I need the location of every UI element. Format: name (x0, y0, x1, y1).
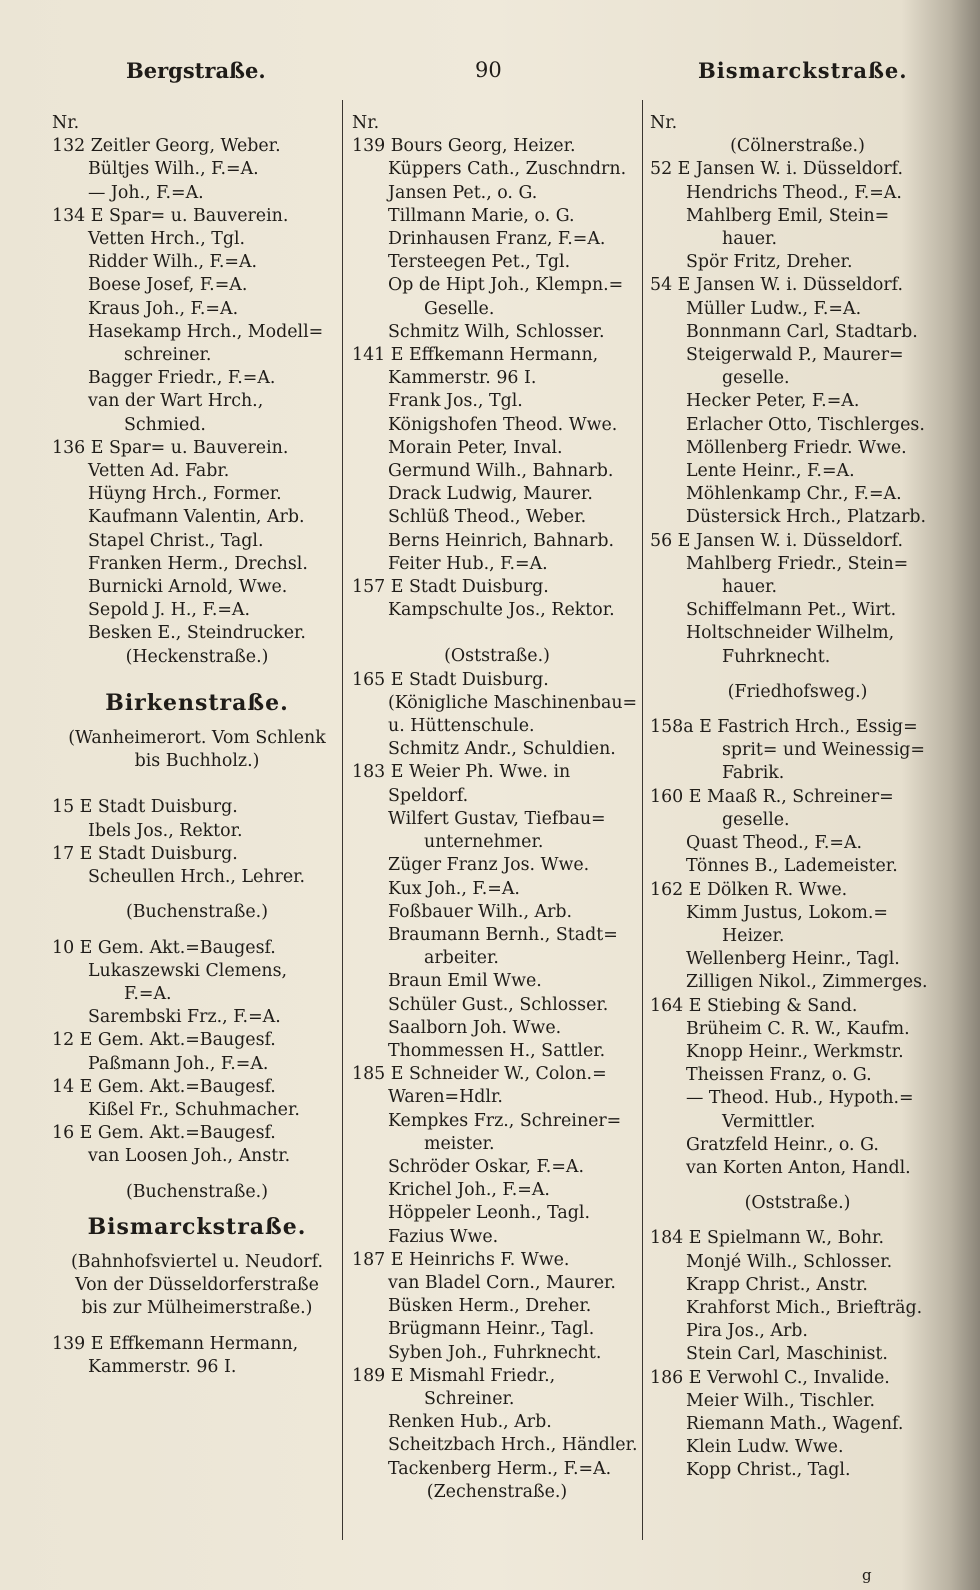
directory-entry: Hasekamp Hrch., Modell= (88, 321, 324, 342)
directory-entry: Tersteegen Pet., Tgl. (388, 252, 571, 273)
directory-entry: Feiter Hub., F.=A. (388, 553, 548, 574)
directory-entry: Vetten Ad. Fabr. (88, 461, 230, 482)
spacer (52, 773, 342, 796)
directory-entry: Sepold J. H., F.=A. (88, 600, 250, 621)
directory-entry: Wellenberg Heinr., Tagl. (686, 949, 900, 970)
directory-entry: Riemann Math., Wagenf. (686, 1413, 904, 1434)
section-note: (Bahnhofsviertel u. Neudorf. (71, 1251, 323, 1272)
directory-entry: Fazius Wwe. (388, 1226, 499, 1247)
directory-entry: Müller Ludw., F.=A. (686, 298, 862, 319)
directory-entry: Schmied. (124, 414, 206, 435)
directory-entry: Schröder Oskar, F.=A. (388, 1156, 584, 1177)
directory-entry: (Königliche Maschinenbau= (388, 692, 638, 713)
page-header (0, 58, 980, 88)
column-1 (52, 112, 342, 1379)
directory-entry: Spör Fritz, Dreher. (686, 252, 853, 273)
spacer (52, 889, 342, 901)
directory-entry: Schmitz Andr., Schuldien. (388, 739, 616, 760)
header-left-street: Bergstraße. (126, 58, 266, 83)
directory-entry: 52 E Jansen W. i. Düsseldorf. (650, 159, 903, 180)
directory-entry: Fabrik. (722, 763, 785, 784)
directory-entry: Lukaszewski Clemens, (88, 960, 288, 981)
directory-entry: Bonnmann Carl, Stadtarb. (686, 321, 918, 342)
directory-entry: Franken Herm., Drechsl. (88, 553, 308, 574)
section-note: (Wanheimerort. Vom Schlenk (68, 728, 326, 749)
directory-entry: van der Wart Hrch., (88, 391, 264, 412)
directory-entry: Düstersick Hrch., Platzarb. (686, 507, 927, 528)
directory-entry: 139 Bours Georg, Heizer. (352, 136, 576, 157)
directory-entry: F.=A. (124, 983, 172, 1004)
section-note: (Friedhofsweg.) (727, 681, 868, 702)
directory-entry: Waren=Hdlr. (388, 1087, 503, 1108)
section-heading: Bismarckstraße. (87, 1213, 307, 1240)
directory-entry: — Joh., F.=A. (88, 182, 204, 203)
directory-entry: Monjé Wilh., Schlosser. (686, 1251, 893, 1272)
directory-entry: Morain Peter, Inval. (388, 437, 563, 458)
directory-entry: Sarembski Frz., F.=A. (88, 1007, 281, 1028)
directory-entry: 184 E Spielmann W., Bohr. (650, 1228, 884, 1249)
directory-entry: Kopp Christ., Tagl. (686, 1460, 851, 1481)
directory-entry: schreiner. (124, 345, 212, 366)
directory-entry: Bagger Friedr., F.=A. (88, 368, 276, 389)
directory-entry: — Theod. Hub., Hypoth.= (686, 1088, 914, 1109)
directory-entry: 56 E Jansen W. i. Düsseldorf. (650, 530, 903, 551)
spacer (650, 669, 945, 681)
directory-entry: Tillmann Marie, o. G. (388, 205, 575, 226)
spacer (52, 1239, 342, 1251)
directory-entry: Mahlberg Friedr., Stein= (686, 553, 909, 574)
spacer (650, 704, 945, 716)
directory-entry: Kempkes Frz., Schreiner= (388, 1110, 622, 1131)
directory-entry: Kißel Fr., Schuhmacher. (88, 1099, 300, 1120)
directory-entry: 15 E Stadt Duisburg. (52, 797, 238, 818)
directory-entry: Stein Carl, Maschinist. (686, 1344, 888, 1365)
directory-entry: 164 E Stiebing & Sand. (650, 995, 858, 1016)
section-note: bis zur Mülheimerstraße.) (81, 1298, 313, 1319)
directory-entry: Kammerstr. 96 I. (88, 1356, 237, 1377)
column-divider-2 (642, 100, 643, 1540)
directory-entry: Jansen Pet., o. G. (388, 182, 538, 203)
section-note: (Oststraße.) (444, 646, 550, 667)
directory-entry: 160 E Maaß R., Schreiner= (650, 786, 894, 807)
spacer (52, 669, 342, 692)
directory-entry: Krahforst Mich., Briefträg. (686, 1297, 923, 1318)
directory-entry: 12 E Gem. Akt.=Baugesf. (52, 1030, 276, 1051)
directory-entry: Stapel Christ., Tagl. (88, 530, 264, 551)
column-2 (352, 112, 642, 1504)
directory-entry: Vermittler. (722, 1111, 816, 1132)
header-right-street: Bismarckstraße. (698, 58, 908, 83)
directory-entry: Kimm Justus, Lokom.= (686, 902, 888, 923)
directory-entry: Vetten Hrch., Tgl. (88, 229, 246, 250)
directory-entry: arbeiter. (424, 948, 499, 969)
directory-entry: Schüler Gust., Schlosser. (388, 994, 609, 1015)
directory-entry: Krapp Christ., Anstr. (686, 1274, 868, 1295)
directory-entry: Hecker Peter, F.=A. (686, 391, 860, 412)
directory-entry: Boese Josef, F.=A. (88, 275, 248, 296)
directory-entry: Op de Hipt Joh., Klempn.= (388, 275, 624, 296)
directory-entry: Krichel Joh., F.=A. (388, 1180, 550, 1201)
directory-entry: Theissen Franz, o. G. (686, 1065, 872, 1086)
directory-entry: Schiffelmann Pet., Wirt. (686, 600, 897, 621)
directory-entry: Frank Jos., Tgl. (388, 391, 523, 412)
directory-entry: 158a E Fastrich Hrch., Essig= (650, 717, 918, 738)
directory-entry: Fuhrknecht. (722, 646, 831, 667)
directory-entry: Kux Joh., F.=A. (388, 878, 520, 899)
directory-entry: 186 E Verwohl C., Invalide. (650, 1367, 890, 1388)
directory-entry: Germund Wilh., Bahnarb. (388, 461, 614, 482)
section-note: (Buchenstraße.) (125, 1181, 268, 1202)
directory-entry: meister. (424, 1133, 495, 1154)
section-note: bis Buchholz.) (134, 751, 260, 772)
column-3 (650, 112, 945, 1483)
directory-entry: Brüheim C. R. W., Kaufm. (686, 1018, 910, 1039)
directory-entry: 162 E Dölken R. Wwe. (650, 879, 848, 900)
spacer (52, 1169, 342, 1181)
directory-entry: Schlüß Theod., Weber. (388, 507, 587, 528)
directory-entry: 165 E Stadt Duisburg. (352, 669, 549, 690)
section-note: (Zechenstraße.) (426, 1481, 568, 1502)
section-note: Von der Düsseldorferstraße (75, 1275, 319, 1296)
directory-entry: Möhlenkamp Chr., F.=A. (686, 484, 902, 505)
directory-entry: Züger Franz Jos. Wwe. (388, 855, 590, 876)
directory-entry: Drinhausen Franz, F.=A. (388, 229, 606, 250)
directory-entry: Holtschneider Wilhelm, (686, 623, 895, 644)
directory-entry: Nr. (52, 113, 80, 133)
column-divider-1 (342, 100, 343, 1540)
directory-entry: 134 E Spar= u. Bauverein. (52, 205, 289, 226)
signature-mark: g (862, 1566, 872, 1584)
directory-entry: geselle. (722, 368, 790, 389)
directory-entry: Brügmann Heinr., Tagl. (388, 1319, 595, 1340)
directory-entry: 141 E Effkemann Hermann, (352, 345, 599, 366)
directory-entry: Geselle. (424, 298, 495, 319)
directory-entry: Kammerstr. 96 I. (388, 368, 537, 389)
directory-entry: 132 Zeitler Georg, Weber. (52, 136, 281, 157)
directory-entry: Knopp Heinr., Werkmstr. (686, 1041, 904, 1062)
directory-entry: Lente Heinr., F.=A. (686, 461, 855, 482)
directory-entry: u. Hüttenschule. (388, 716, 535, 737)
directory-entry: Braun Emil Wwe. (388, 971, 542, 992)
directory-entry: Berns Heinrich, Bahnarb. (388, 530, 615, 551)
directory-entry: Burnicki Arnold, Wwe. (88, 577, 288, 598)
directory-entry: 14 E Gem. Akt.=Baugesf. (52, 1076, 276, 1097)
section-note: (Oststraße.) (744, 1193, 851, 1214)
directory-entry: 10 E Gem. Akt.=Baugesf. (52, 937, 276, 958)
directory-entry: Ibels Jos., Rektor. (88, 820, 243, 841)
directory-entry: Braumann Bernh., Stadt= (388, 924, 618, 945)
directory-entry: Gratzfeld Heinr., o. G. (686, 1134, 879, 1155)
directory-entry: Schreiner. (424, 1388, 515, 1409)
directory-entry: Pira Jos., Arb. (686, 1321, 808, 1342)
directory-entry: Heizer. (722, 925, 785, 946)
directory-entry: Büsken Herm., Dreher. (388, 1296, 592, 1317)
directory-entry: Hüyng Hrch., Former. (88, 484, 282, 505)
directory-entry: Wilfert Gustav, Tiefbau= (388, 808, 606, 829)
directory-entry: Erlacher Otto, Tischlerges. (686, 414, 925, 435)
directory-entry: van Korten Anton, Handl. (686, 1157, 911, 1178)
directory-entry: 136 E Spar= u. Bauverein. (52, 437, 289, 458)
spacer (52, 925, 342, 937)
directory-entry: Bültjes Wilh., F.=A. (88, 159, 259, 180)
section-note: (Buchenstraße.) (125, 902, 268, 923)
section-note: (Cölnerstraße.) (730, 136, 865, 157)
directory-entry: Nr. (352, 113, 380, 133)
directory-entry: 183 E Weier Ph. Wwe. in (352, 762, 571, 783)
spacer (650, 1180, 945, 1192)
directory-entry: Höppeler Leonh., Tagl. (388, 1203, 591, 1224)
directory-entry: 54 E Jansen W. i. Düsseldorf. (650, 275, 903, 296)
directory-entry: Kaufmann Valentin, Arb. (88, 507, 305, 528)
directory-entry: Saalborn Joh. Wwe. (388, 1017, 562, 1038)
directory-entry: Drack Ludwig, Maurer. (388, 484, 593, 505)
directory-entry: Nr. (650, 113, 678, 133)
directory-entry: hauer. (722, 577, 777, 598)
directory-entry: Meier Wilh., Tischler. (686, 1390, 876, 1411)
directory-entry: Foßbauer Wilh., Arb. (388, 901, 573, 922)
directory-entry: Küppers Cath., Zuschndrn. (388, 159, 627, 180)
directory-entry: Königshofen Theod. Wwe. (388, 414, 618, 435)
directory-entry: sprit= und Weinessig= (722, 740, 925, 761)
directory-entry: Schmitz Wilh, Schlosser. (388, 321, 605, 342)
directory-entry: 139 E Effkemann Hermann, (52, 1333, 299, 1354)
directory-entry: 187 E Heinrichs F. Wwe. (352, 1249, 570, 1270)
directory-entry: Tönnes B., Lademeister. (686, 856, 898, 877)
directory-entry: Kampschulte Jos., Rektor. (388, 600, 615, 621)
spacer (52, 1321, 342, 1333)
directory-entry: 16 E Gem. Akt.=Baugesf. (52, 1123, 276, 1144)
directory-entry: Steigerwald P., Maurer= (686, 345, 904, 366)
directory-entry: 17 E Stadt Duisburg. (52, 843, 238, 864)
directory-entry: geselle. (722, 809, 790, 830)
directory-entry: Ridder Wilh., F.=A. (88, 252, 258, 273)
directory-entry: Mahlberg Emil, Stein= (686, 205, 890, 226)
directory-entry: Speldorf. (388, 785, 469, 806)
directory-entry: Zilligen Nikol., Zimmerges. (686, 972, 928, 993)
spacer (650, 1215, 945, 1227)
directory-entry: Scheitzbach Hrch., Händler. (388, 1435, 638, 1456)
section-note: (Heckenstraße.) (125, 646, 269, 667)
directory-entry: hauer. (722, 229, 777, 250)
directory-entry: Tackenberg Herm., F.=A. (388, 1458, 612, 1479)
directory-entry: Möllenberg Friedr. Wwe. (686, 437, 907, 458)
section-heading: Birkenstraße. (105, 689, 289, 716)
directory-entry: 157 E Stadt Duisburg. (352, 577, 549, 598)
directory-entry: Renken Hub., Arb. (388, 1412, 552, 1433)
directory-entry: van Bladel Corn., Maurer. (388, 1272, 616, 1293)
page-number: 90 (475, 58, 502, 82)
directory-entry: Hendrichs Theod., F.=A. (686, 182, 902, 203)
directory-entry: van Loosen Joh., Anstr. (88, 1146, 291, 1167)
directory-entry: Thommessen H., Sattler. (388, 1040, 606, 1061)
directory-entry: Scheullen Hrch., Lehrer. (88, 867, 306, 888)
directory-entry: Quast Theod., F.=A. (686, 833, 863, 854)
directory-entry: Besken E., Steindrucker. (88, 623, 306, 644)
directory-entry: Klein Ludw. Wwe. (686, 1437, 844, 1458)
directory-entry: 189 E Mismahl Friedr., (352, 1365, 556, 1386)
spacer (52, 715, 342, 727)
directory-entry: 185 E Schneider W., Colon.= (352, 1064, 607, 1085)
directory-entry: unternehmer. (424, 832, 544, 853)
directory-entry: Paßmann Joh., F.=A. (88, 1053, 269, 1074)
directory-entry: Kraus Joh., F.=A. (88, 298, 239, 319)
directory-entry: Syben Joh., Fuhrknecht. (388, 1342, 602, 1363)
spacer (352, 622, 642, 645)
